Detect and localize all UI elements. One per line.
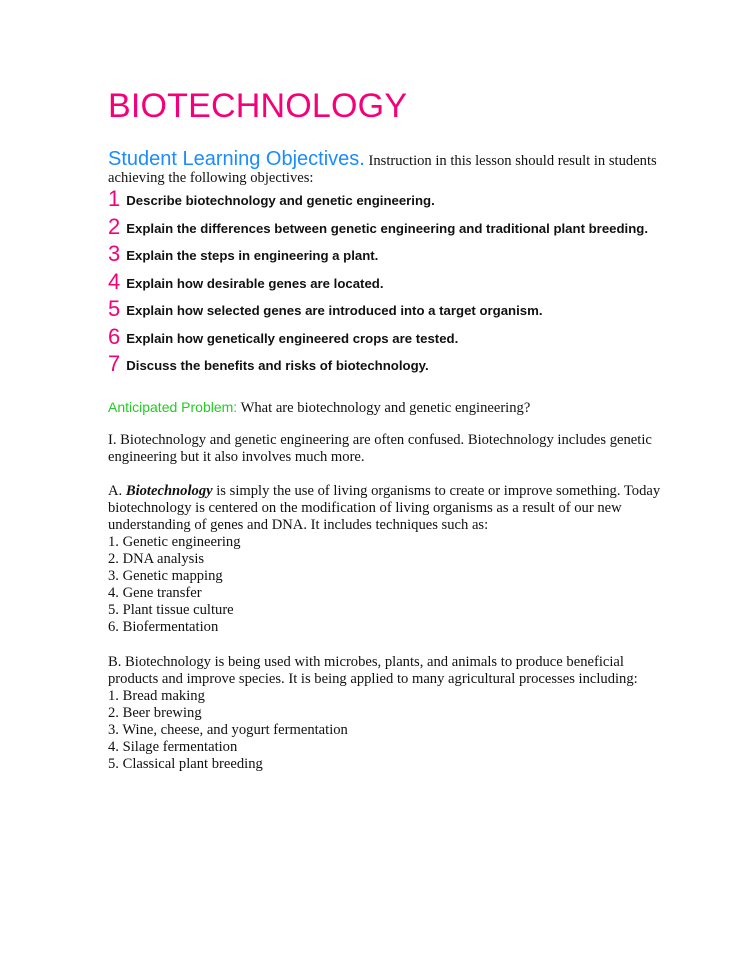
objective-number: 3 [108,241,121,266]
objectives-lead: Instruction in this lesson should result in students achieving the following objectives: [108,153,657,186]
list-item: 6. Biofermentation [108,619,219,635]
objective-text: Explain the steps in engineering a plant. [126,248,379,263]
techniques-list [108,534,668,636]
processes-list [108,688,668,773]
section-i-text: I. Biotechnology and genetic engineering are often confused. Biotechnology includes genetic engineering but it also involves much more. [108,432,652,465]
section-i [108,432,668,466]
objective-number: 2 [108,213,121,239]
objectives-list [108,186,668,384]
section-a-prefix: A. [108,483,126,499]
list-item: 4. Silage fermentation [108,739,238,755]
objective-item [108,296,668,321]
objectives-heading: Student Learning Objectives. [108,148,365,170]
section-a [108,483,668,636]
objective-item [108,213,668,239]
objective-number: 6 [108,323,121,349]
list-item: 2. DNA analysis [108,551,205,567]
list-item: 5. Plant tissue culture [108,602,234,618]
list-item: 3. Genetic mapping [108,568,223,584]
objective-item [108,268,668,294]
anticipated-problem [108,399,668,417]
objective-text: Explain how selected genes are introduced into a target organism. [126,303,543,318]
list-item: 3. Wine, cheese, and yogurt fermentation [108,722,348,738]
section-a-body: is simply the use of living organisms to create or improve something. Today biotechnology is centered on the modification of living organisms as a result of our new understanding of genes and DNA. It includes techniques such as: [108,483,661,533]
objective-number: 1 [108,186,121,211]
list-item: 1. Bread making [108,688,205,704]
list-item: 1. Genetic engineering [108,534,241,550]
objective-text: Explain the differences between genetic engineering and traditional plant breeding. [126,220,648,236]
list-item: 4. Gene transfer [108,585,202,601]
section-a-text [108,483,668,534]
problem-label: Anticipated Problem: [108,399,238,415]
objectives-intro [108,148,668,187]
objective-text: Discuss the benefits and risks of biotechnology. [126,358,429,373]
objective-item [108,323,668,349]
objective-text: Describe biotechnology and genetic engineering. [126,193,435,208]
objective-text: Explain how genetically engineered crops are tested. [126,330,459,346]
document-title: BIOTECHNOLOGY [108,87,408,125]
objective-item [108,241,668,266]
section-a-term: Biotechnology [125,483,213,499]
list-item: 5. Classical plant breeding [108,756,263,772]
section-b-text: B. Biotechnology is being used with microbes, plants, and animals to produce beneficial products and improve species. It is being applied to many agricultural processes including: [108,654,638,687]
objective-number: 7 [108,351,121,376]
objective-number: 5 [108,296,121,321]
objective-item [108,351,668,376]
problem-text: What are biotechnology and genetic engineering? [240,400,531,416]
objective-item [108,186,668,211]
list-item: 2. Beer brewing [108,705,202,721]
objective-text: Explain how desirable genes are located. [126,275,384,291]
objective-number: 4 [108,268,121,294]
section-b [108,654,668,773]
